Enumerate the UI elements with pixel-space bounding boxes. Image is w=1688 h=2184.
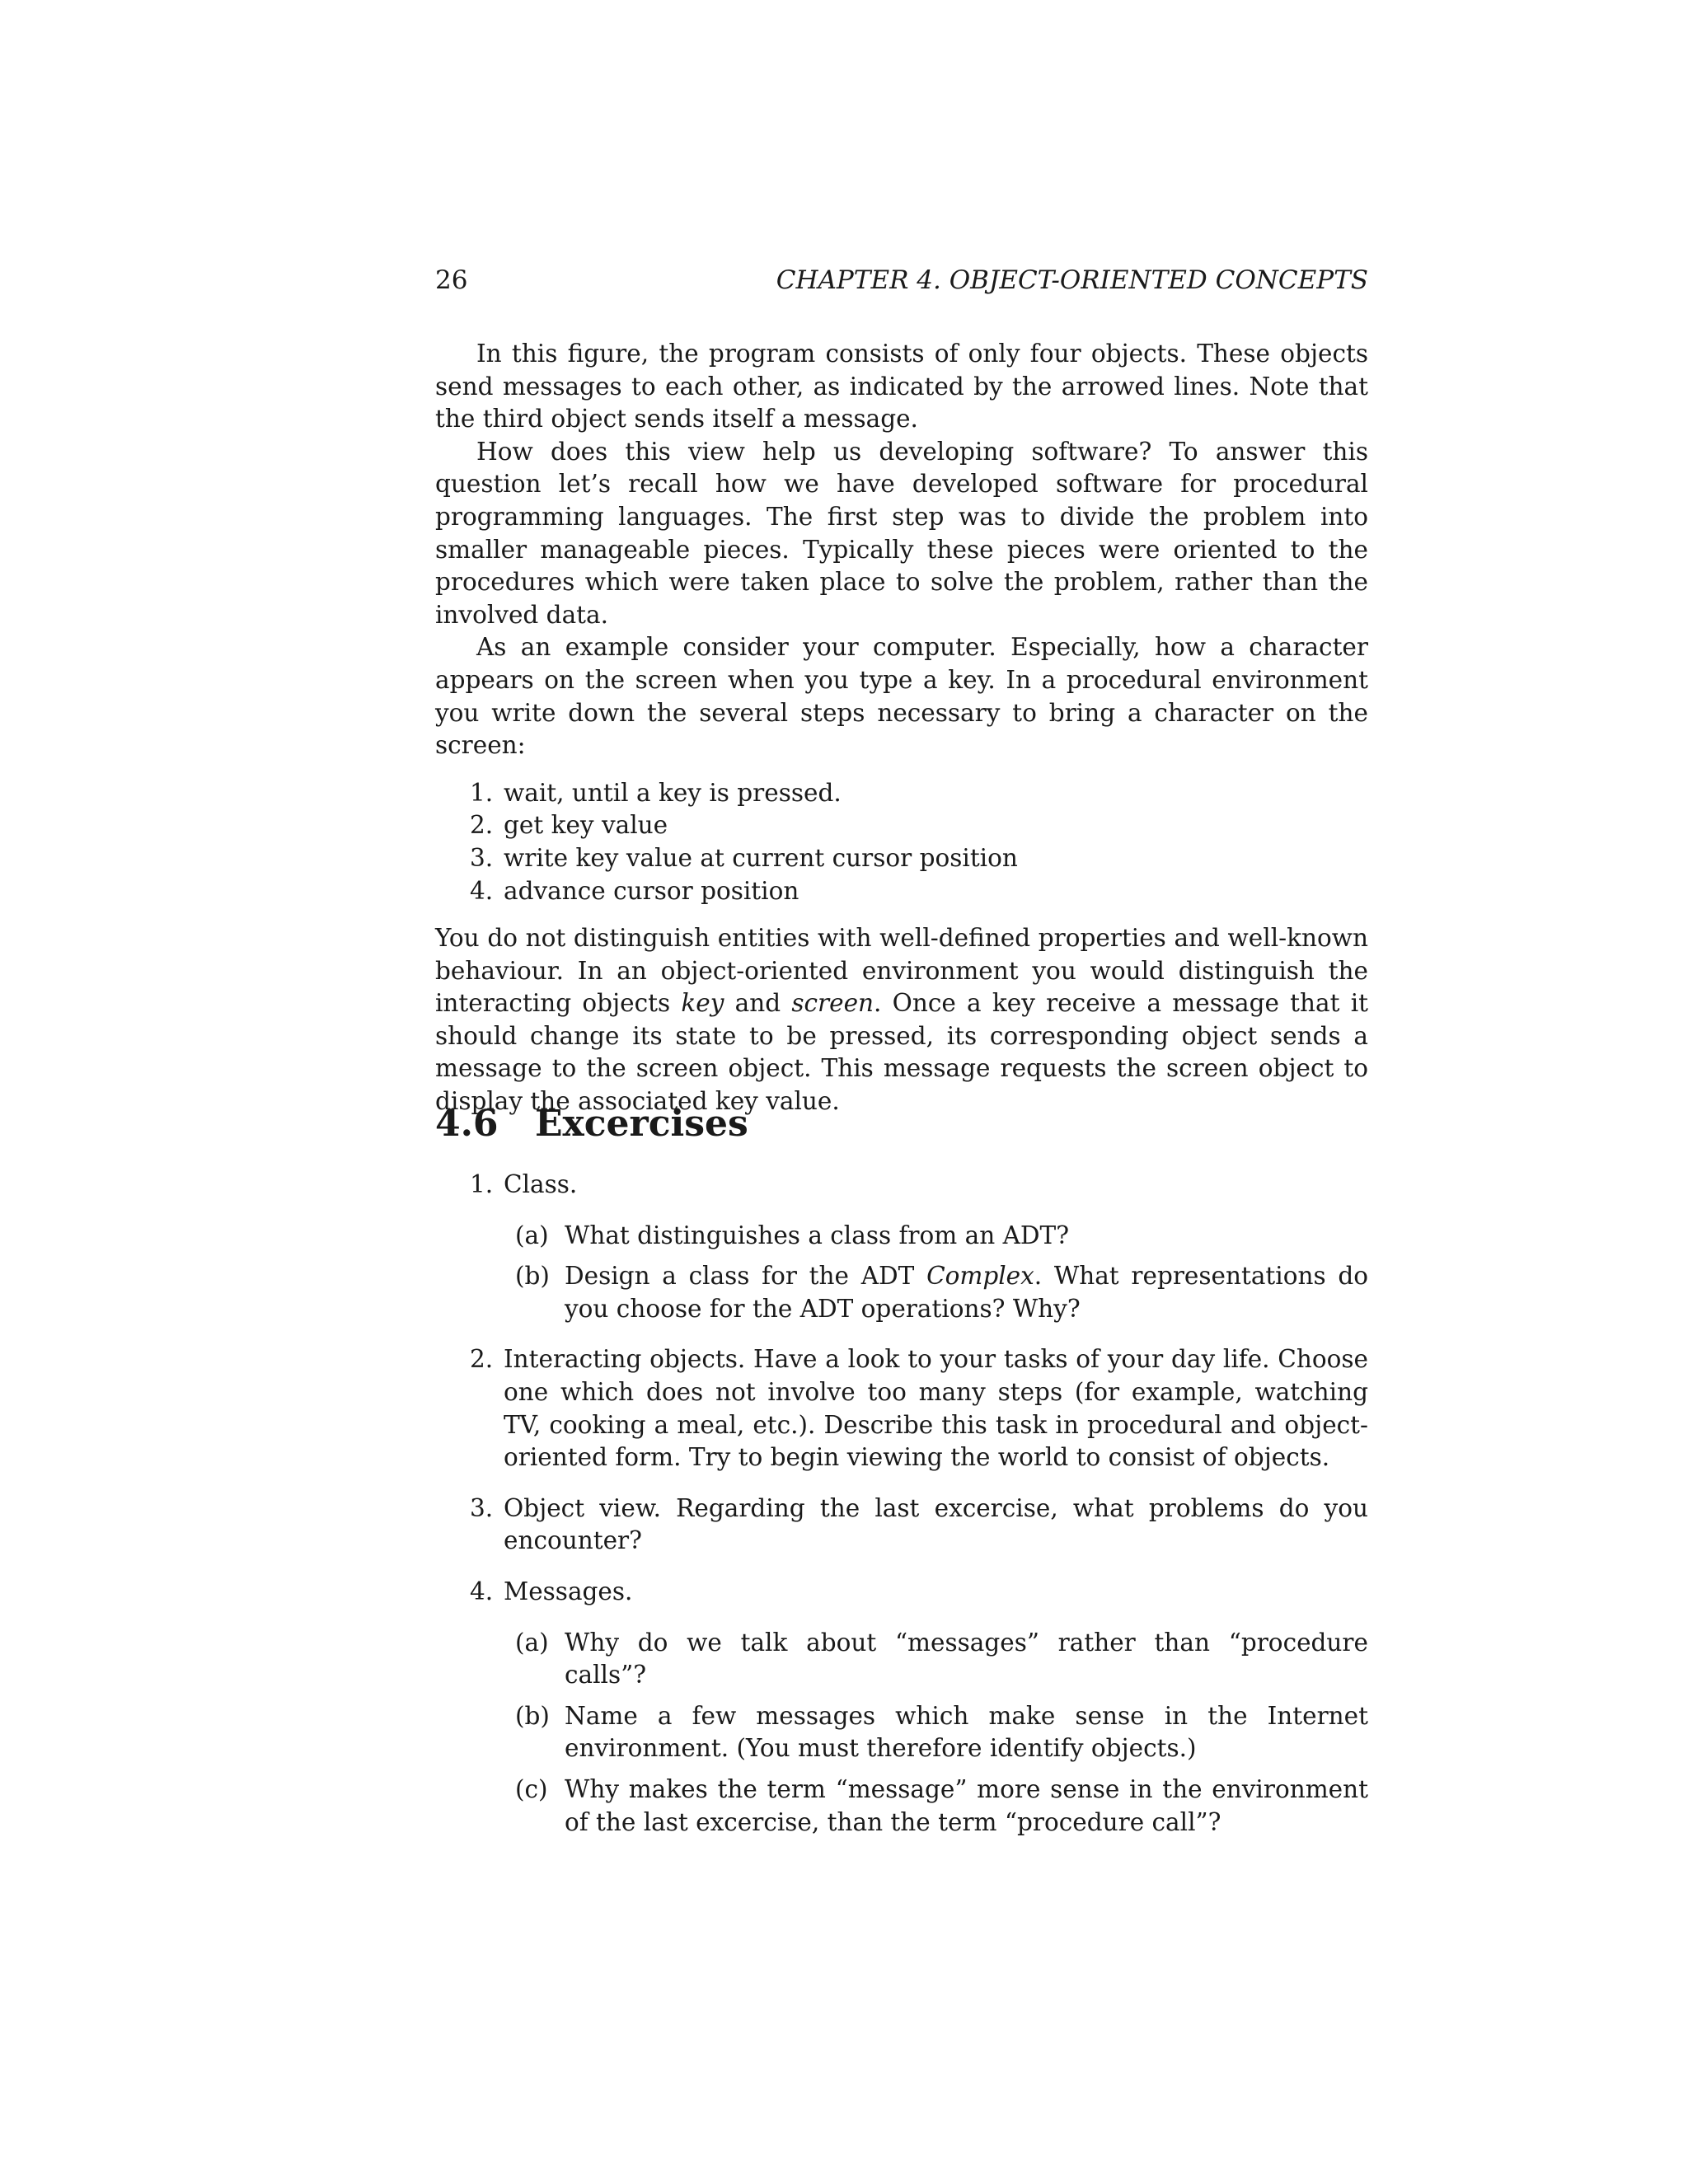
term-complex: Complex bbox=[926, 1262, 1034, 1291]
subitem-text: What distinguishes a class from an ADT? bbox=[565, 1221, 1070, 1249]
subitem-label: (b) bbox=[515, 1701, 550, 1730]
exercise-text: Class. bbox=[504, 1170, 578, 1198]
exercise-4a bbox=[504, 1627, 1368, 1692]
subitem-text: Why makes the term “message” more sense in the environment of the last excercise, than the term “procedure call”? bbox=[565, 1774, 1368, 1836]
exercise-text: Object view. Regarding the last excercise, what problems do you encounter? bbox=[504, 1493, 1368, 1555]
subitem-text-after: . What representations do you choose for the ADT operations? Why? bbox=[565, 1262, 1368, 1323]
paragraph-4-text-1: You do not distinguish entities with well-defined properties and well-known behaviour. In an object-oriented environment you would distinguish the interacting objects bbox=[435, 924, 1368, 1018]
subitem-label: (a) bbox=[515, 1628, 549, 1657]
list-item-text: advance cursor position bbox=[504, 876, 799, 905]
exercise-1-subitems bbox=[504, 1220, 1368, 1326]
exercise-number: 4. bbox=[470, 1577, 494, 1605]
exercise-3 bbox=[435, 1493, 1368, 1558]
subitem-text: Why do we talk about “messages” rather than “procedure calls”? bbox=[565, 1628, 1368, 1690]
exercise-number: 2. bbox=[470, 1345, 494, 1374]
list-item bbox=[435, 875, 1368, 908]
section-number: 4.6 bbox=[435, 1103, 499, 1145]
exercise-1b bbox=[504, 1260, 1368, 1325]
paragraph-2: How does this view help us developing software? To answer this question let’s recall how we have developed software for procedural programming languages. The first step was to divide the problem into smaller manageable pieces. Typically these pieces were oriented to the procedures which were taken place to solve the problem, rather than the involved data. bbox=[435, 437, 1368, 629]
exercise-1 bbox=[435, 1169, 1368, 1325]
paragraph-4-and: and bbox=[724, 989, 792, 1018]
paragraph-4 bbox=[435, 922, 1368, 1118]
exercise-2 bbox=[435, 1343, 1368, 1474]
paragraph-3: As an example consider your computer. Especially, how a character appears on the screen when you type a key. In a procedural environment you write down the several steps necessary to bring a character on the screen: bbox=[435, 633, 1368, 760]
subitem-label: (a) bbox=[515, 1221, 549, 1249]
list-item-text: wait, until a key is pressed. bbox=[504, 778, 842, 807]
list-item-number: 4. bbox=[470, 876, 494, 905]
list-item-number: 2. bbox=[470, 811, 494, 840]
list-item-number: 3. bbox=[470, 843, 494, 872]
list-item bbox=[435, 777, 1368, 810]
page-number: 26 bbox=[435, 265, 468, 295]
list-item bbox=[435, 809, 1368, 842]
subitem-text: Name a few messages which make sense in the Internet environment. (You must therefore identify objects.) bbox=[565, 1701, 1368, 1763]
paragraph-4-text-2: . Once a key receive a message that it should change its state to be pressed, its corresponding object sends a message to the screen object. This message requests the screen object to display the associated key value. bbox=[435, 989, 1368, 1116]
section-title-text: Excercises bbox=[535, 1103, 748, 1145]
exercise-4 bbox=[435, 1576, 1368, 1839]
exercise-4b bbox=[504, 1700, 1368, 1765]
subitem-text-before: Design a class for the ADT bbox=[565, 1262, 927, 1291]
term-key: key bbox=[681, 989, 724, 1018]
subitem-label: (b) bbox=[515, 1262, 550, 1291]
exercise-text: Messages. bbox=[504, 1577, 633, 1605]
list-item bbox=[435, 842, 1368, 875]
page-header bbox=[435, 262, 1368, 298]
exercise-text: Interacting objects. Have a look to your tasks of your day life. Choose one which does not involve too many steps (for example, watching TV, cooking a meal, etc.). Describe this task in procedural and object-oriented form. Try to begin viewing the world to consist of objects. bbox=[504, 1345, 1368, 1472]
list-item-text: write key value at current cursor position bbox=[504, 843, 1018, 872]
exercises-list bbox=[435, 1169, 1368, 1857]
body-text bbox=[435, 338, 1368, 1118]
exercise-number: 1. bbox=[470, 1170, 494, 1198]
exercise-1a bbox=[504, 1220, 1368, 1253]
procedure-steps-list bbox=[435, 777, 1368, 907]
subitem-label: (c) bbox=[515, 1774, 548, 1803]
exercise-number: 3. bbox=[470, 1493, 494, 1522]
exercise-4c bbox=[504, 1774, 1368, 1839]
running-head: CHAPTER 4. OBJECT-ORIENTED CONCEPTS bbox=[776, 265, 1368, 295]
section-heading bbox=[435, 1101, 748, 1147]
list-item-text: get key value bbox=[504, 811, 668, 840]
term-screen: screen bbox=[791, 989, 874, 1018]
paragraph-1: In this figure, the program consists of only four objects. These objects send messages to each other, as indicated by the arrowed lines. Note that the third object sends itself a message. bbox=[435, 340, 1368, 434]
exercise-4-subitems bbox=[504, 1627, 1368, 1840]
list-item-number: 1. bbox=[470, 778, 494, 807]
